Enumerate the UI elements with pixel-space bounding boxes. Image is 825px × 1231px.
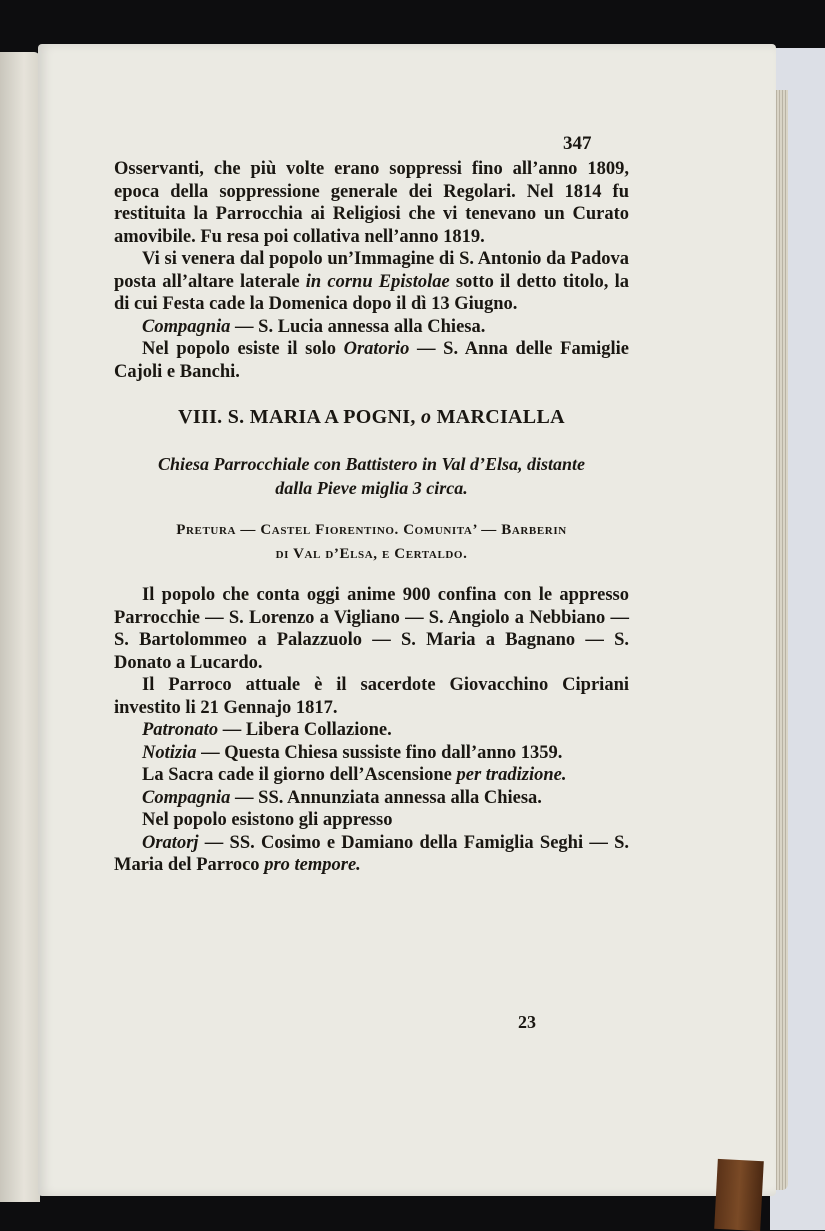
- paragraph-osservanti: Osservanti, che più volte erano soppressi fino all’anno 1809, epoca della soppressione generale dei Regolari. Nel 1814 fu restituita la Parrocchia ai Religiosi che vi tenevano un Curato amovibile. Fu resa poi collativa nell’anno 1819.: [114, 159, 629, 247]
- label-compagnia: Compagnia: [142, 316, 231, 337]
- label-oratorj: Oratorj: [142, 832, 199, 853]
- text-run: — Questa Chiesa sussiste fino dall’anno 1359.: [196, 742, 563, 763]
- label-patronato: Patronato: [142, 720, 219, 740]
- facing-page-edge: [0, 52, 40, 1202]
- paragraph-oratorj: [114, 832, 629, 877]
- paragraph-compagnia: [114, 316, 629, 339]
- text-run: — SS. Annunziata annessa alla Chiesa.: [230, 787, 542, 808]
- italic-run: pro tempore.: [264, 855, 361, 875]
- text-run: — S. Anna delle Famiglie Cajoli e Banchi.: [114, 339, 629, 382]
- paragraph-esistono: Nel popolo esistono gli appresso: [142, 810, 393, 830]
- label-compagnia: Compagnia: [142, 787, 231, 808]
- heading-italic: o: [420, 406, 432, 428]
- page-number: 347: [563, 133, 592, 154]
- paragraph-parroco: Il Parroco attuale è il sacerdote Giovacchino Cipriani investito li 21 Gennajo 1817.: [114, 675, 629, 718]
- paragraph-oratorio: [114, 338, 629, 383]
- text-run: La Sacra cade il giorno dell’Ascensione: [142, 765, 457, 785]
- text-run: Vi si venera dal popolo un’Immagine di S. Antonio da Padova posta all’altare laterale: [114, 249, 629, 292]
- bookmark-tab: [714, 1159, 764, 1231]
- text-run: sotto il detto titolo, la di cui Festa cade la Domenica dopo il dì 13 Giugno.: [114, 271, 629, 314]
- text-run: — SS. Cosimo e Damiano della Famiglia Seghi — S. Maria del Parroco: [114, 832, 629, 875]
- subtitle-line: dalla Pieve miglia 3 circa.: [275, 478, 468, 498]
- label-oratorio: Oratorio: [343, 339, 410, 359]
- paragraph-venera: [114, 248, 629, 316]
- italic-run: per tradizione.: [456, 765, 567, 785]
- label-notizia: Notizia: [142, 742, 197, 763]
- section-body: [114, 584, 629, 877]
- paragraph-compagnia-2: [114, 787, 629, 810]
- pretura-line: [114, 518, 629, 566]
- heading-run: VIII. S. MARIA A POGNI,: [178, 406, 421, 428]
- signature-mark: 23: [518, 1012, 536, 1032]
- paragraph-popolo: Il popolo che conta oggi anime 900 confina con le appresso Parrocchie — S. Lorenzo a Vigliano — S. Angiolo a Nebbiano — S. Bartolommeo a Palazzuolo — S. Maria a Bagnano — S. Donato a Lucardo.: [114, 585, 629, 673]
- paragraph-patronato: [114, 719, 629, 742]
- text-run: Nel popolo esiste il solo: [142, 339, 344, 359]
- section-heading: [114, 406, 629, 429]
- heading-run: MARCIALLA: [431, 406, 565, 428]
- subtitle-line: Chiesa Parrocchiale con Battistero in Val d’Elsa, distante: [157, 454, 586, 474]
- section-subtitle: [114, 452, 629, 500]
- paragraph-sacra: [114, 764, 629, 787]
- italic-run: in cornu Epistolae: [305, 271, 450, 292]
- paragraph-notizia: [114, 742, 629, 765]
- pretura-text: Pretura — Castel Fiorentino. Comunita’ — Barberin: [176, 522, 567, 538]
- text-run: — Libera Collazione.: [218, 720, 392, 740]
- text-run: — S. Lucia annessa alla Chiesa.: [230, 316, 486, 337]
- top-text-block: [114, 158, 629, 383]
- pretura-text: di Val d’Elsa, e Certaldo.: [275, 546, 468, 562]
